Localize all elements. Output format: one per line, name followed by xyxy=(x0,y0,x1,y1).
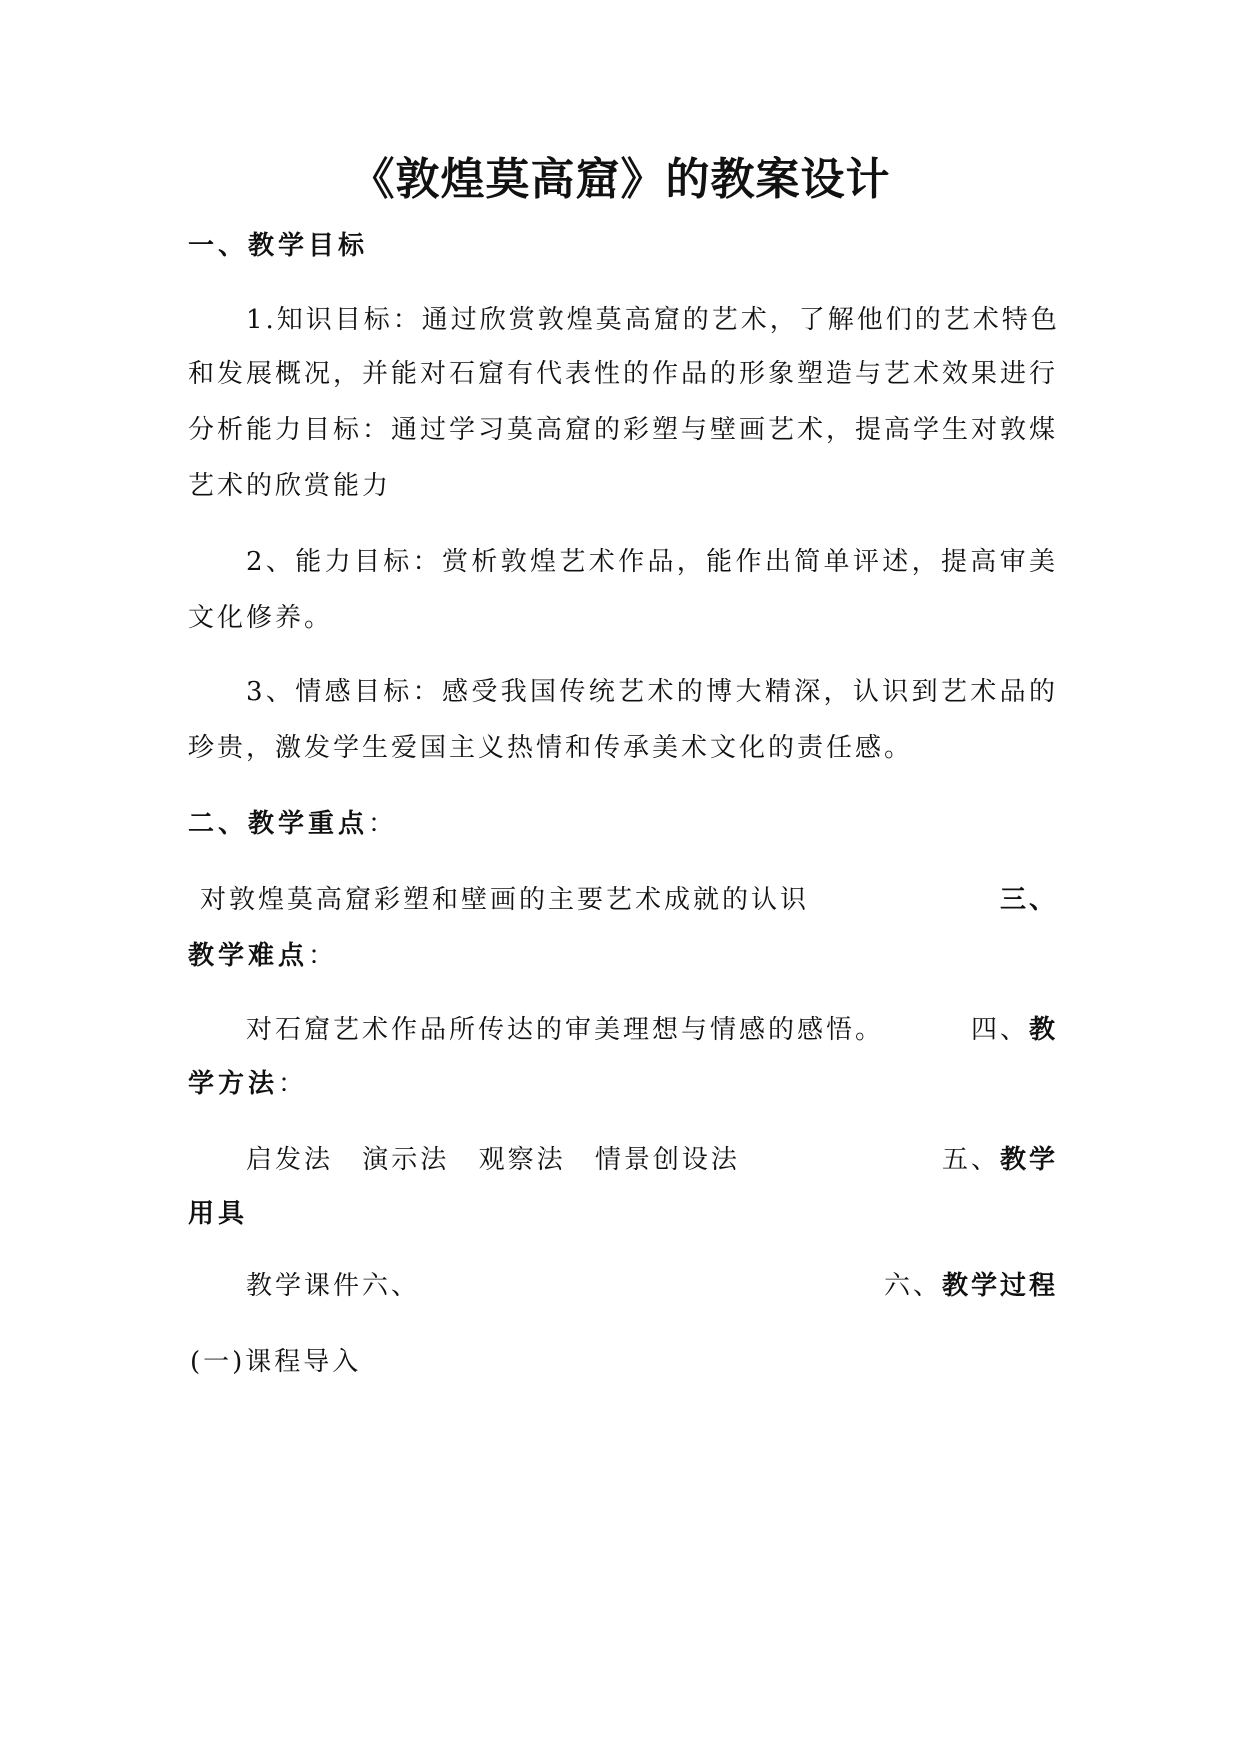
methods-heading-line xyxy=(188,1064,1058,1104)
process-heading-label: 教学过程 xyxy=(941,1271,1058,1301)
key-points-heading: 二、教学重点 xyxy=(188,809,369,839)
difficulty-heading-part1: 三、 xyxy=(999,885,1058,915)
document-title: 《敦煌莫高窟》的教案设计 xyxy=(350,154,891,205)
objective1-line4: 艺术的欣赏能力 xyxy=(188,471,392,501)
objective3-line2: 珍贵，激发学生爱国主义热情和传承美术文化的责任感。 xyxy=(188,733,914,763)
methods-heading: 学方法 xyxy=(188,1069,279,1099)
objectives-heading: 一、教学目标 xyxy=(188,231,369,261)
tools-line xyxy=(246,1266,1058,1306)
methods-heading-first-char: 教 xyxy=(1028,1015,1058,1045)
methods-colon: ： xyxy=(278,1069,308,1099)
tools-heading-first-chars: 教学 xyxy=(999,1145,1058,1175)
intro-heading: (一)课程导入 xyxy=(190,1347,362,1377)
objective3-line1: 3、情感目标：感受我国传统艺术的博大精深，认识到艺术品的 xyxy=(246,677,1058,707)
key-points-heading-line xyxy=(188,804,1058,844)
method-item: 启发法 xyxy=(246,1145,334,1175)
key-points-colon: ： xyxy=(368,809,398,839)
difficulty-line xyxy=(246,1010,1058,1050)
objective1-line2: 和发展概况，并能对石窟有代表性的作品的形象塑造与艺术效果进行 xyxy=(188,359,1059,389)
key-points-text: 对敦煌莫高窟彩塑和壁画的主要艺术成就的认识 xyxy=(200,885,810,915)
objective2-line1: 2、能力目标：赏析敦煌艺术作品，能作出简单评述，提高审美 xyxy=(246,547,1058,577)
difficulty-heading: 教学难点 xyxy=(188,941,309,971)
methods-line xyxy=(246,1140,1058,1180)
objective1-line1: 1.知识目标：通过欣赏敦煌莫高窟的艺术，了解他们的艺术特色 xyxy=(246,305,1060,335)
method-item: 观察法 xyxy=(478,1145,566,1175)
tools-text: 教学课件六、 xyxy=(246,1271,421,1301)
process-heading xyxy=(884,1266,1058,1306)
process-heading-number: 六、 xyxy=(883,1271,942,1301)
difficulty-text: 对石窟艺术作品所传达的审美理想与情感的感悟。 xyxy=(246,1015,885,1045)
objective1-line3: 分析能力目标：通过学习莫高窟的彩塑与壁画艺术，提高学生对敦煤 xyxy=(188,415,1059,445)
tools-heading-part1 xyxy=(942,1140,1058,1180)
key-points-line xyxy=(200,880,1058,920)
tools-heading-number: 五、 xyxy=(941,1145,1000,1175)
methods-heading-part1 xyxy=(971,1010,1058,1050)
difficulty-colon: ： xyxy=(308,941,338,971)
difficulty-heading-line xyxy=(188,936,1058,976)
tools-heading: 用具 xyxy=(188,1199,249,1229)
method-item: 演示法 xyxy=(362,1145,450,1175)
method-item: 情景创设法 xyxy=(594,1145,740,1175)
methods-heading-number: 四、 xyxy=(970,1015,1029,1045)
objective2-line2: 文化修养。 xyxy=(188,603,334,633)
